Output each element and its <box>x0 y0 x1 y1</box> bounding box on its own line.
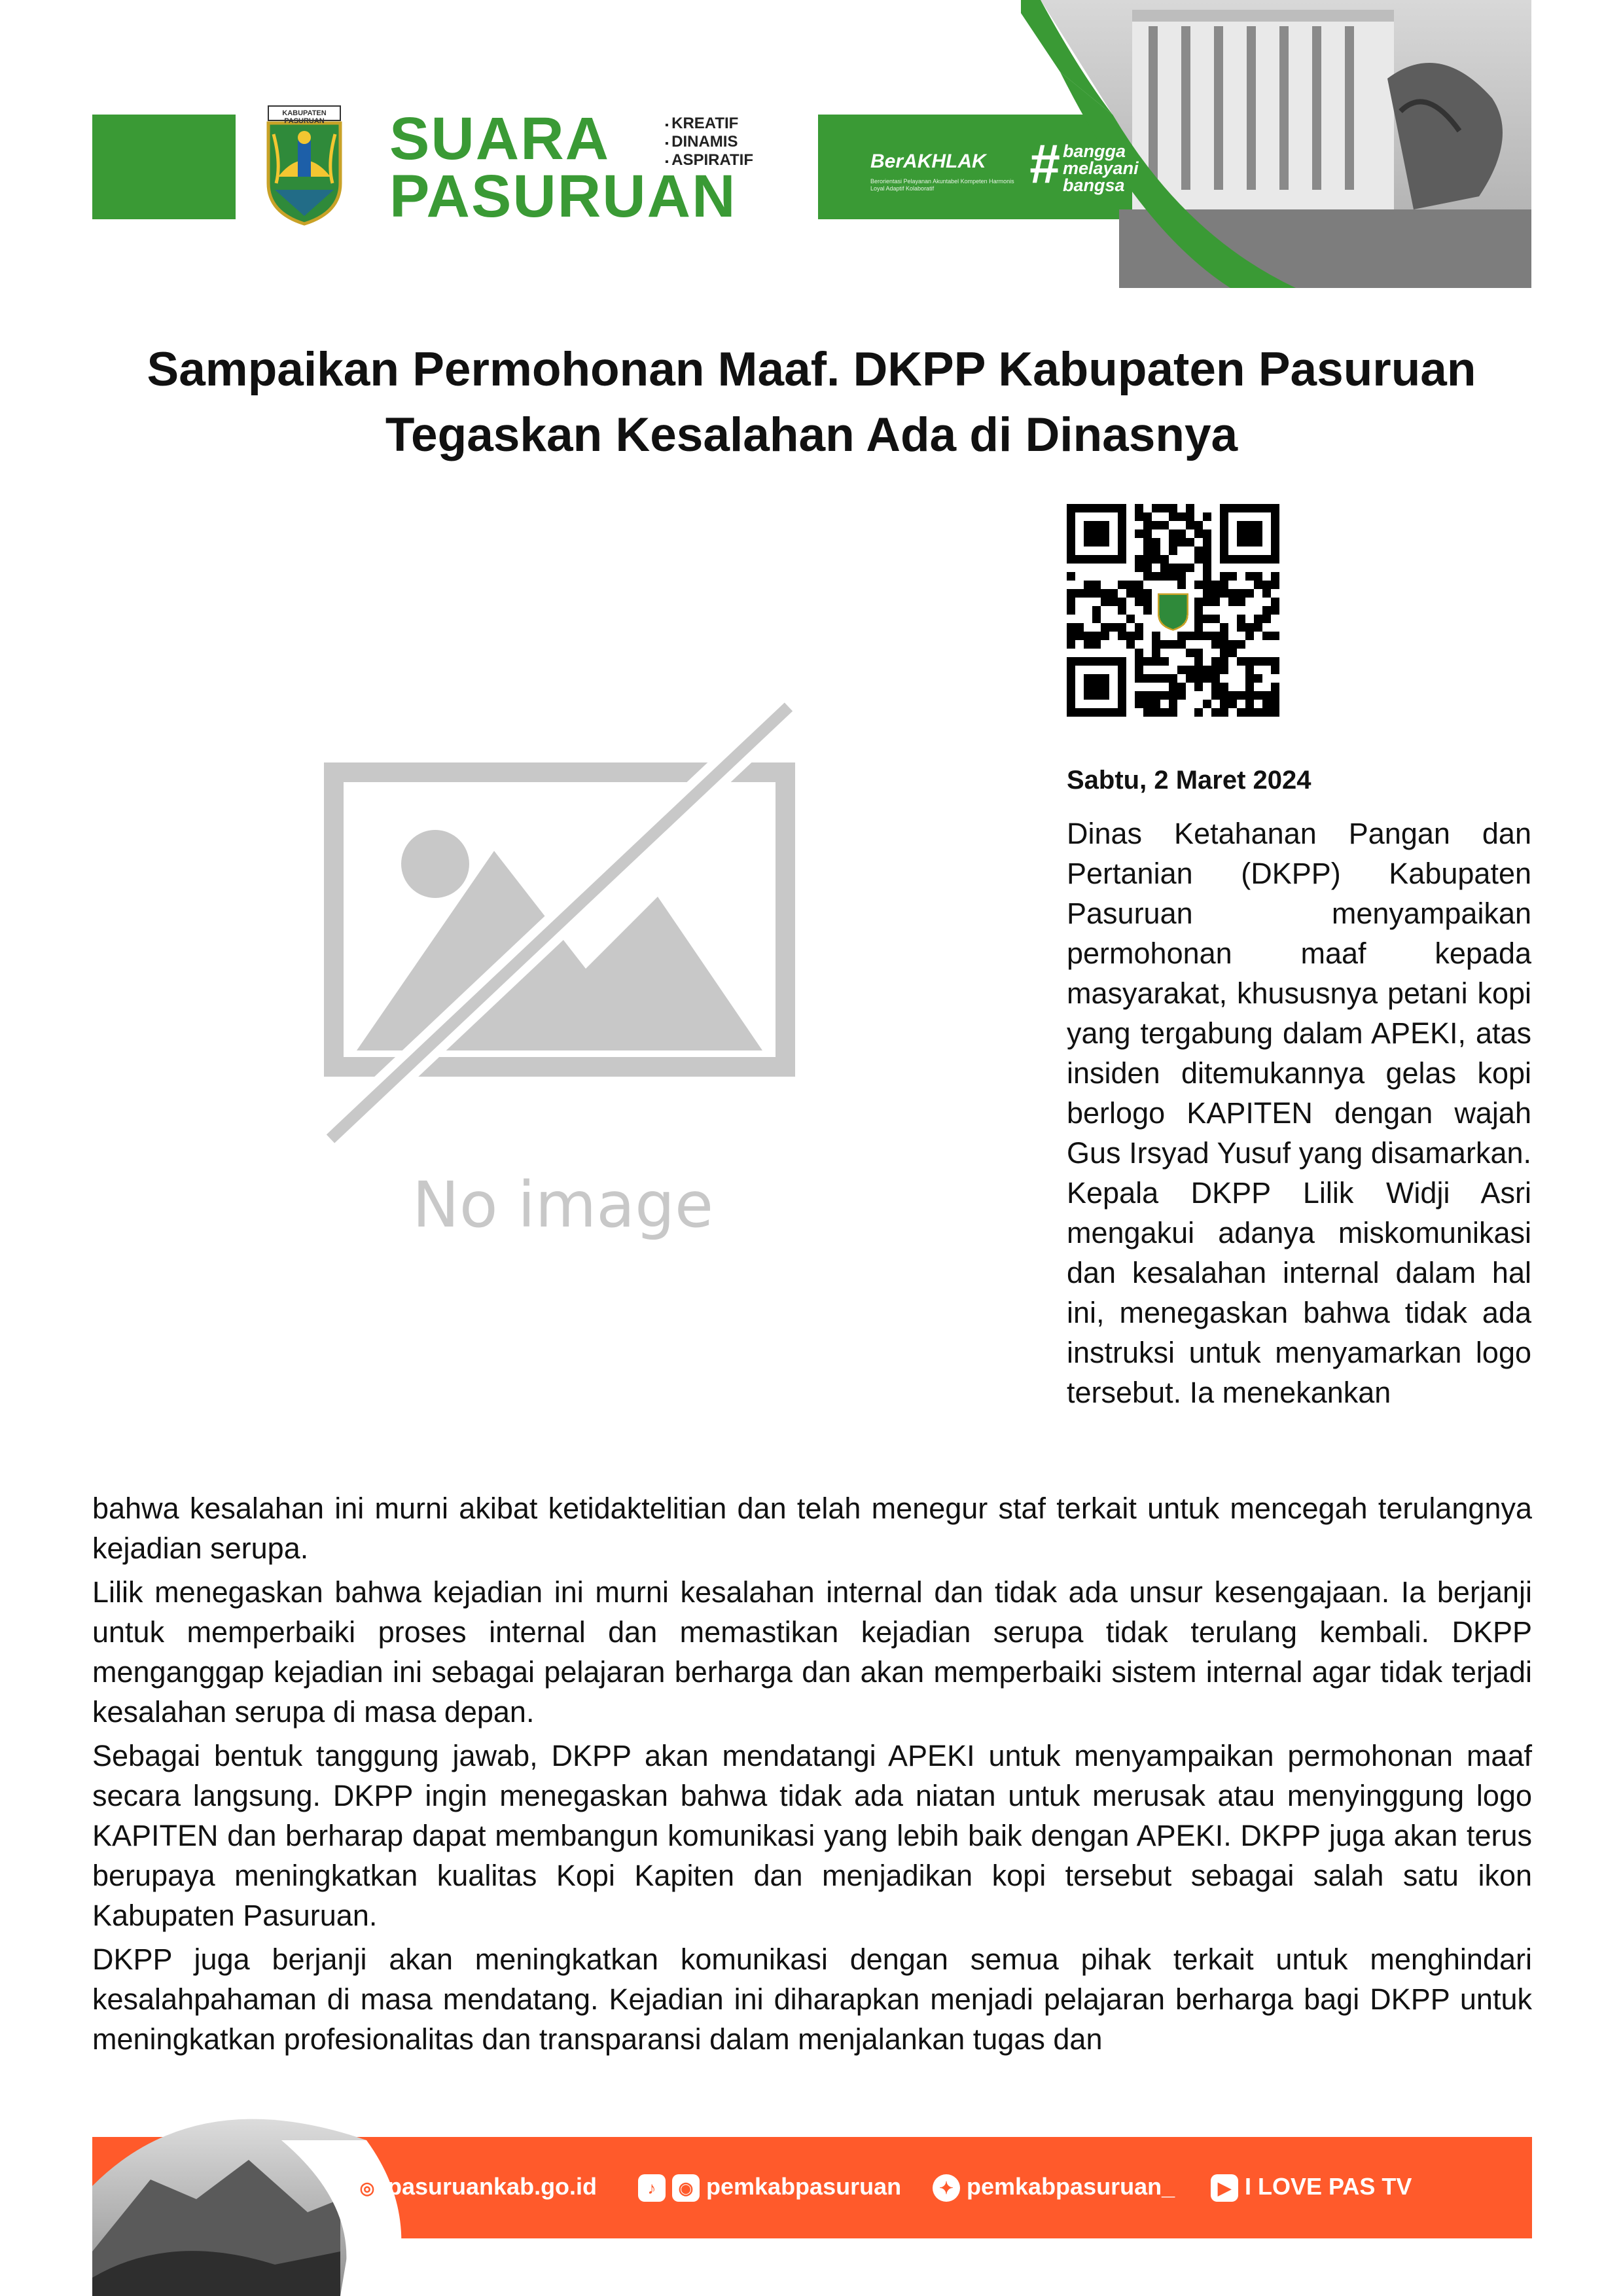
footer-social-tiktok-instagram[interactable] <box>638 2173 901 2202</box>
article-column-text <box>1067 814 1531 1412</box>
tagline <box>665 115 753 170</box>
tagline-item: ▪ ASPIRATIF <box>665 152 753 170</box>
tagline-item: ▪ KREATIF <box>665 115 753 134</box>
footer-tiktok-instagram-text: pemkabpasuruan <box>706 2173 902 2200</box>
crest-caption: KABUPATEN PASURUAN <box>282 109 327 125</box>
instagram-icon: ◉ <box>672 2174 700 2202</box>
footer-youtube-text: I LOVE PAS TV <box>1245 2173 1412 2200</box>
footer-website-text: pasuruankab.go.id <box>387 2173 597 2200</box>
article-paragraph: Lilik menegaskan bahwa kejadian ini murni kesalahan internal dan tidak ada unsur kesengajaan. Ia berjanji untuk memperbaiki proses internal dan memastikan kejadian serupa tidak terulang kembali. DKPP menganggap kejadian ini sebagai pelajaran berharga dan akan memperbaiki sistem internal agar tidak terjadi kesalahan serupa di masa depan. <box>92 1575 1532 1729</box>
tagline-item: ▪ DINAMIS <box>665 134 753 152</box>
twitter-icon: ✦ <box>933 2174 960 2202</box>
article-paragraph: DKPP juga berjanji akan meningkatkan komunikasi dengan semua pihak terkait untuk menghindari kesalahpahaman di masa mendatang. Kejadian ini diharapkan menjadi pelajaran berharga bagi DKPP untuk meningkatkan profesionalitas dan transparansi dalam menjalankan tugas dan <box>92 1943 1532 2056</box>
article-paragraph: Dinas Ketahanan Pangan dan Pertanian (DKPP) Kabupaten Pasuruan menyampaikan permohonan maaf kepada masyarakat, khususnya petani kopi yang tergabung dalam APEKI, atas insiden ditemukannya gelas kopi berlogo KAPITEN dengan wajah Gus Irsyad Yusuf yang disamarkan. Kepala DKPP Lilik Widji Asri mengakui adanya miskomunikasi dan kesalahan internal dalam hal ini, menegaskan bahwa tidak ada instruksi untuk menyamarkan logo tersebut. Ia menekankan <box>1067 817 1531 1409</box>
article-title: Sampaikan Permohonan Maaf. DKPP Kabupaten Pasuruan Tegaskan Kesalahan Ada di Dinasnya <box>147 343 1476 461</box>
no-image-label: No image <box>412 1168 714 1242</box>
footer-twitter-text: pemkabpasuruan_ <box>967 2173 1175 2200</box>
article-body <box>92 1488 1532 2063</box>
bangga-line: bangga <box>1063 141 1126 161</box>
berakhlak-subtitle: Berorientasi Pelayanan Akuntabel Kompeten Harmonis Loyal Adaptif Kolaboratif <box>870 178 1014 192</box>
header-green-bar-left <box>92 115 236 219</box>
bangga-line: bangsa <box>1063 175 1125 195</box>
bangga-melayani-bangsa <box>1063 143 1139 194</box>
tiktok-icon: ♪ <box>638 2174 666 2202</box>
footer-website[interactable] <box>353 2173 597 2202</box>
footer-social-twitter[interactable] <box>933 2173 1175 2202</box>
bangga-line: melayani <box>1063 158 1139 178</box>
article-date: Sabtu, 2 Maret 2024 <box>1067 766 1311 795</box>
hashtag-icon: # <box>1029 133 1060 194</box>
brand-line-1: SUARA <box>389 105 611 172</box>
qr-code-icon[interactable] <box>1067 504 1279 717</box>
youtube-icon: ▶ <box>1211 2174 1238 2202</box>
berakhlak-logo-text: BerAKHLAK <box>870 151 986 172</box>
article-paragraph: Sebagai bentuk tanggung jawab, DKPP akan mendatangi APEKI untuk menyampaikan permohonan maaf secara langsung. DKPP ingin menegaskan bahwa tidak ada niatan untuk merusak atau menyinggung logo KAPITEN dan berharap dapat membangun komunikasi yang lebih baik dengan APEKI. DKPP juga akan terus berupaya meningkatkan kualitas Kopi Kapiten dan menjadikan kopi tersebut sebagai salah satu ikon Kabupaten Pasuruan. <box>92 1739 1532 1932</box>
footer-social-youtube[interactable] <box>1211 2173 1412 2202</box>
brand-line-2: PASURUAN <box>389 163 737 230</box>
globe-icon: ◎ <box>353 2174 381 2202</box>
article-paragraph: bahwa kesalahan ini murni akibat ketidaktelitian dan telah menegur staf terkait untuk mencegah terulangnya kejadian serupa. <box>92 1492 1532 1565</box>
